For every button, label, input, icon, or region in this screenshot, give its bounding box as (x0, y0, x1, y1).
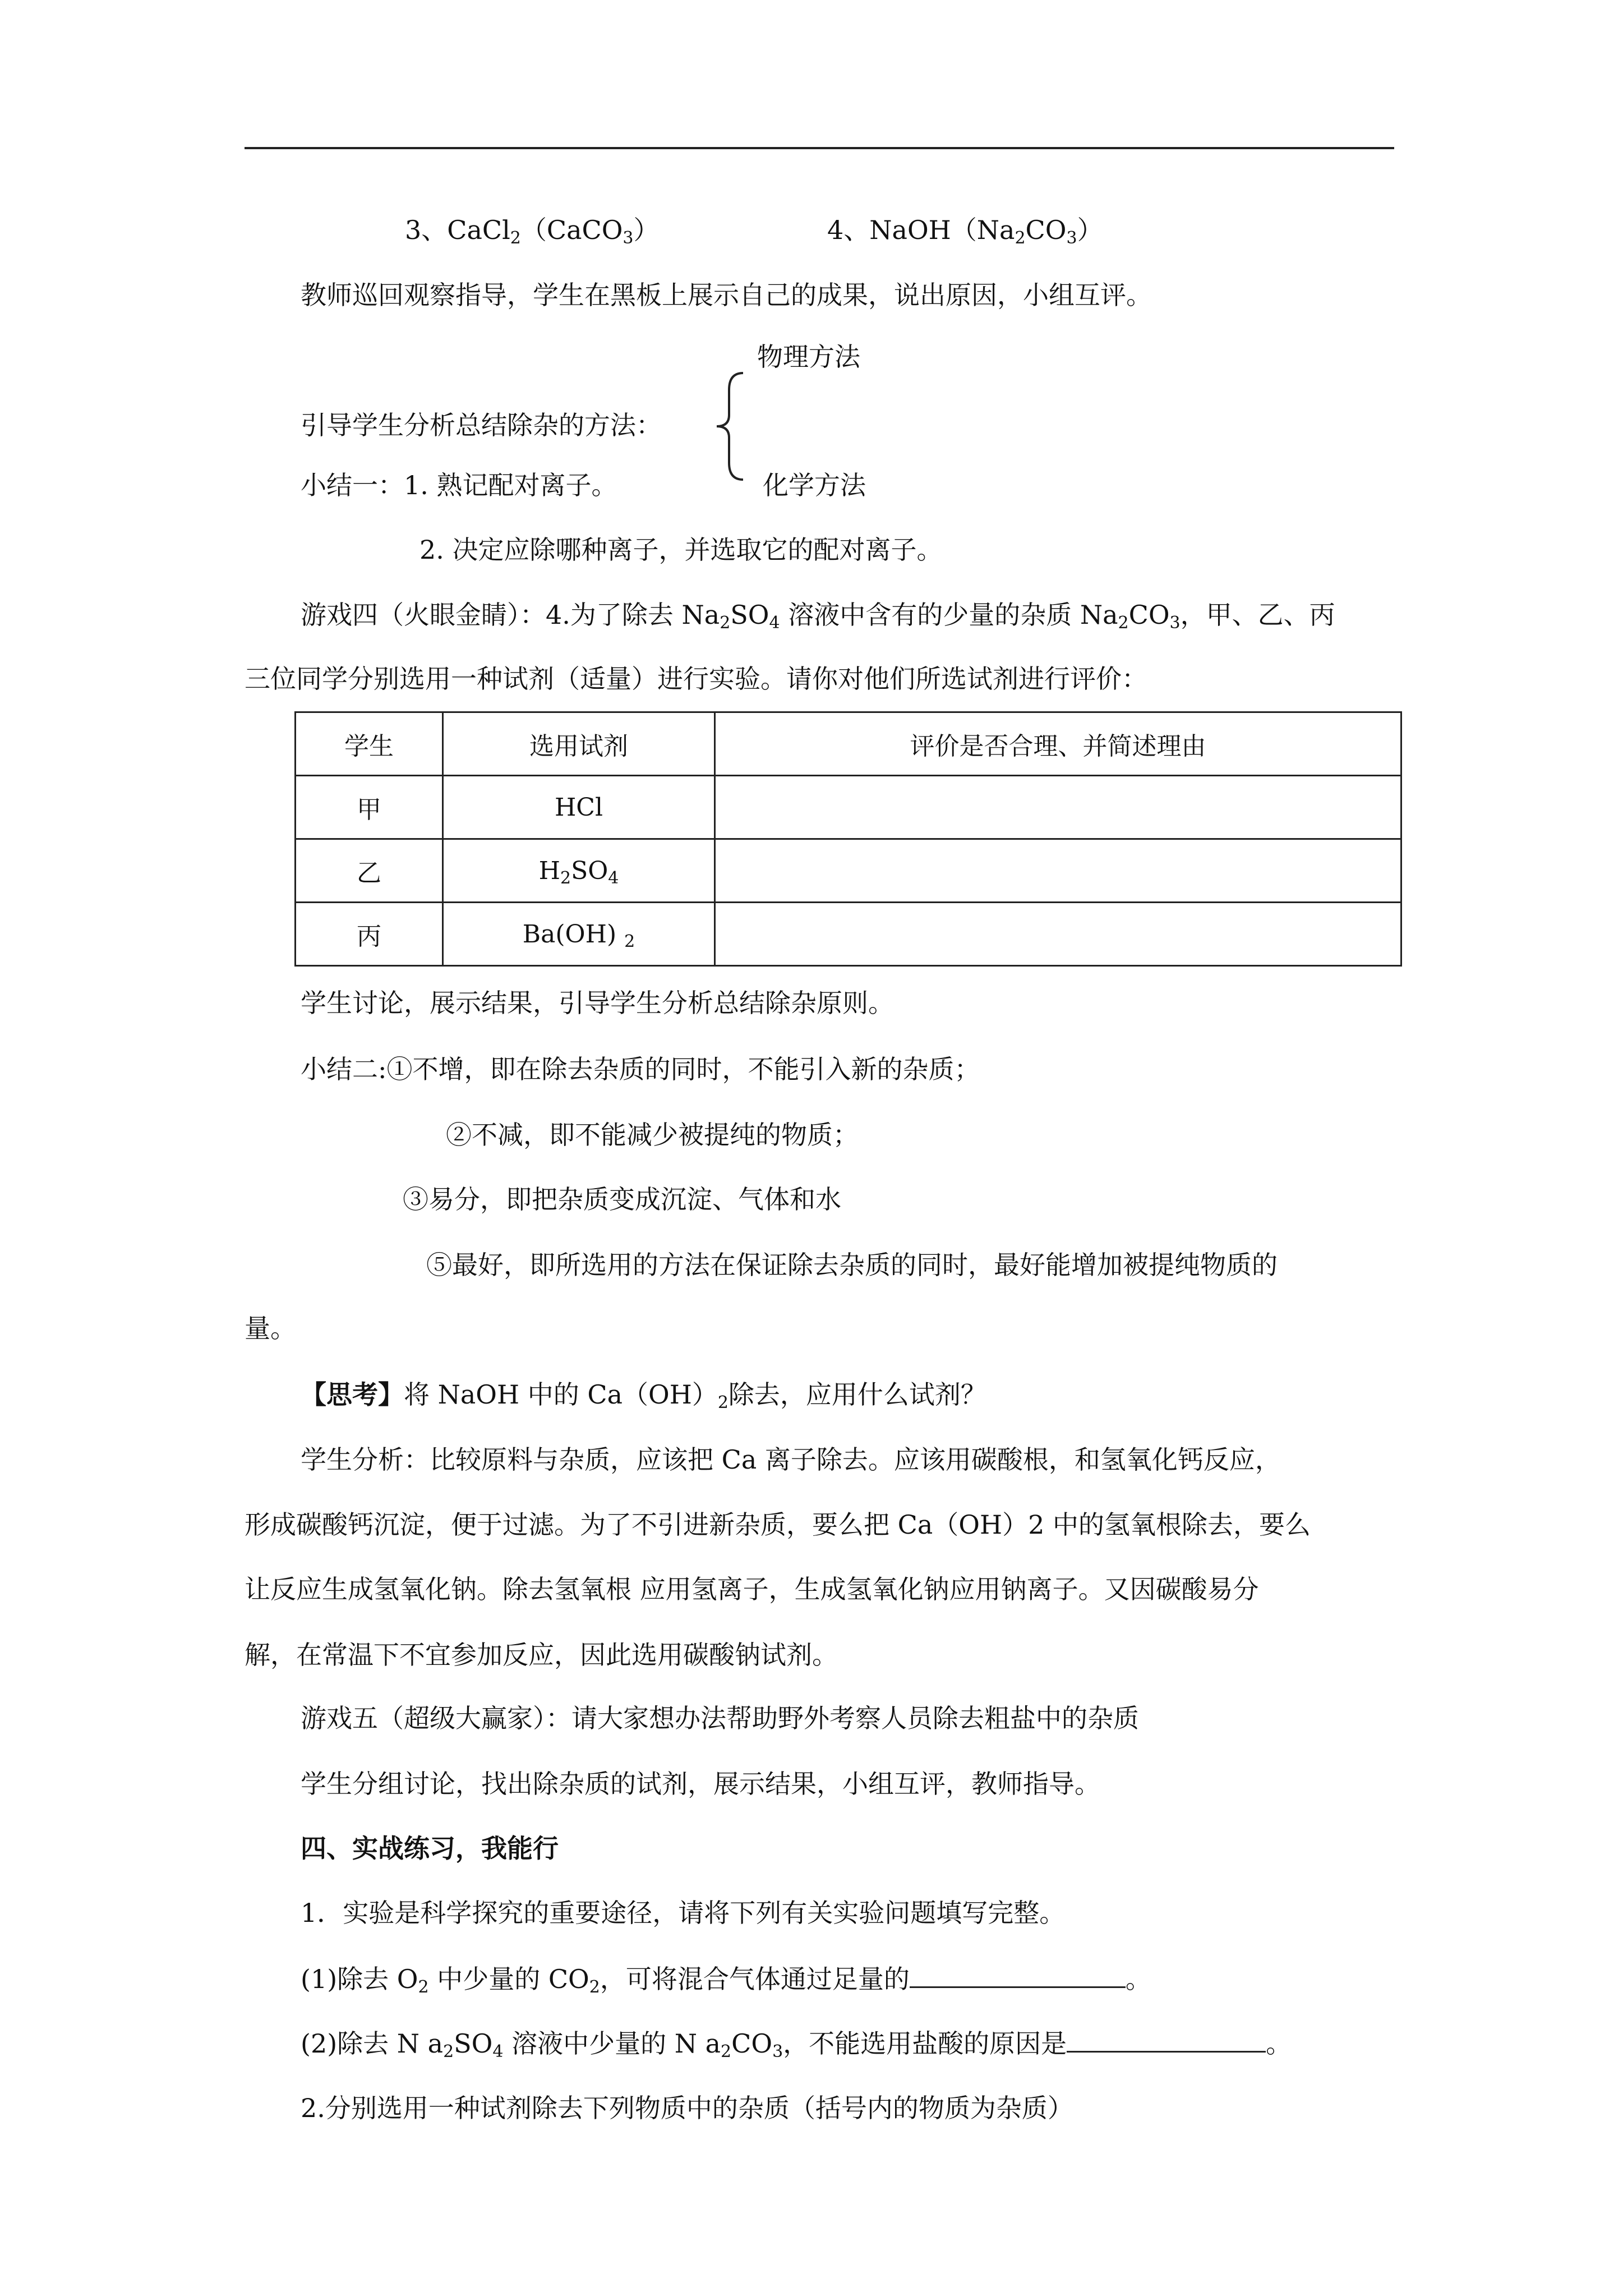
game4-line2: 三位同学分别选用一种试剂（适量）进行实验。请你对他们所选试剂进行评价： (245, 664, 1147, 694)
summary2-line3: ③易分，即把杂质变成沉淀、气体和水 (403, 1184, 841, 1214)
reagent-cell: HCl (443, 776, 715, 839)
summary1-line2: 2. 决定应除哪种离子，并选取它的配对离子。 (419, 535, 943, 565)
evaluation-cell[interactable] (715, 903, 1401, 966)
exercise1-q1: (1)除去 $O_2$ 中少量的 $CO_2$，可将混合气体通过足量的 。 (301, 1962, 1151, 1996)
exercise1-q2: (2)除去 N $a_2SO_4$ 溶液中少量的 N $a_2CO_3$，不能选用盐酸的原因是 。 (301, 2026, 1292, 2060)
game4-line1: 游戏四（火眼金睛）：4.为了除去 $Na_2SO_4$ 溶液中含有的少量的杂质 $Na_2CO_3$，甲、乙、丙 (301, 600, 1335, 633)
game5-paragraph: 游戏五（超级大赢家）：请大家想办法帮助野外考察人员除去粗盐中的杂质 (301, 1703, 1139, 1733)
reagent-cell: $H_2SO_4$ (443, 839, 715, 903)
section-heading: 四、实战练习，我能行 (301, 1833, 559, 1864)
reagent-cell: Ba(OH) $_2$ (443, 903, 715, 966)
teacher-paragraph: 教师巡回观察指导，学生在黑板上展示自己的成果，说出原因，小组互评。 (301, 280, 1152, 310)
item-4: 4、$NaOH(Na_2CO_3)$ (827, 215, 1103, 248)
table-row (296, 839, 1401, 903)
analysis-line4: 解，在常温下不宜参加反应，因此选用碳酸钠试剂。 (245, 1640, 838, 1670)
group-paragraph: 学生分组讨论，找出除杂质的试剂，展示结果，小组互评，教师指导。 (301, 1769, 1100, 1799)
table-header-row (296, 712, 1401, 776)
evaluation-cell[interactable] (715, 776, 1401, 839)
table-row (296, 776, 1401, 839)
summary1-line1: 小结一：1. 熟记配对离子。 (301, 470, 617, 500)
student-cell: 乙 (296, 839, 443, 903)
summary2-line5: 量。 (245, 1313, 296, 1343)
chemical-method: 化学方法 (763, 470, 866, 500)
evaluation-table (294, 711, 1402, 967)
summary2-line4: ⑤最好，即所选用的方法在保证除去杂质的同时，最好能增加被提纯物质的 (426, 1250, 1278, 1280)
evaluation-cell[interactable] (715, 839, 1401, 903)
analysis-line1: 学生分析：比较原料与杂质，应该把 Ca 离子除去。应该用碳酸根，和氢氧化钙反应， (301, 1444, 1281, 1475)
analysis-line2: 形成碳酸钙沉淀，便于过滤。为了不引进新杂质，要么把 Ca（OH）2 中的氢氧根除去，要么 (245, 1510, 1311, 1540)
summary2-line2: ②不减，即不能减少被提纯的物质； (446, 1120, 859, 1150)
analysis-line3: 让反应生成氢氧化钠。除去氢氧根 应用氢离子，生成氢氧化钠应用钠离子。又因碳酸易分 (245, 1574, 1259, 1604)
table-header: 选用试剂 (443, 712, 715, 776)
student-cell: 丙 (296, 903, 443, 966)
student-cell: 甲 (296, 776, 443, 839)
table-header: 学生 (296, 712, 443, 776)
header-rule (245, 147, 1394, 149)
physical-method: 物理方法 (757, 342, 860, 372)
exercise2-intro: 2.分别选用一种试剂除去下列物质中的杂质（括号内的物质为杂质） (301, 2093, 1073, 2123)
methods-lead: 引导学生分析总结除杂的方法： (301, 410, 662, 440)
exercise1-intro: 1．实验是科学探究的重要途径，请将下列有关实验问题填写完整。 (301, 1898, 1066, 1928)
table-row (296, 903, 1401, 966)
brace-icon (712, 370, 751, 482)
discuss-paragraph: 学生讨论，展示结果，引导学生分析总结除杂原则。 (301, 988, 894, 1018)
answer-blank[interactable] (1067, 2026, 1266, 2053)
item-3: 3、CaCl$_2$（CaCO$_3$） (405, 215, 660, 248)
summary2-line1: 小结二:①不增，即在除去杂质的同时，不能引入新的杂质； (301, 1054, 980, 1084)
think-paragraph: 【思考】将 NaOH 中的 $Ca(OH)_2$除去，应用什么试剂？ (301, 1379, 986, 1412)
table-header: 评价是否合理、并简述理由 (715, 712, 1401, 776)
answer-blank[interactable] (910, 1962, 1126, 1988)
